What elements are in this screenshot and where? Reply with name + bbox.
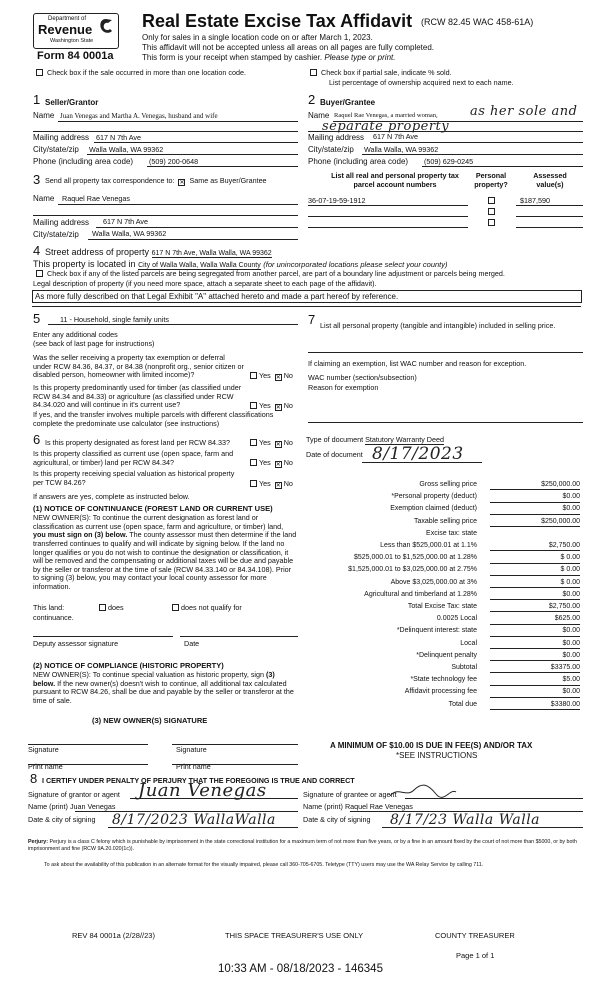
- tax-row: [312, 627, 582, 638]
- availability-notice: To ask about the availability of this publication in an alternate format for the visually impaired, please call 360-705-6705. Teletype (TTY) users may use the WA Relay Service by calling 711.: [44, 862, 484, 868]
- does-not-checkbox[interactable]: [172, 604, 179, 611]
- grantor-name-label: Name (print): [28, 802, 68, 811]
- tax-row-label: Local: [460, 639, 477, 647]
- perjury-text: Perjury is a class C felony which is punishable by imprisonment in the state correctional institution for a maximum term of not more than five years, or by a fine in an amount fixed by the court of not more than $5000, or by both imprisonment and fine (RCW 9A.20.020(1c)).: [28, 839, 577, 852]
- tax-row: [312, 701, 582, 712]
- tax-row-label: *Delinquent penalty: [416, 651, 477, 659]
- owner-print-name-label-2: Print name: [176, 762, 211, 771]
- s6-q2-yes-label: Yes: [259, 458, 271, 467]
- tax-row-value[interactable]: $ 0.00: [490, 554, 580, 563]
- parcel-col-personal: Personal property?: [474, 171, 508, 189]
- tax-row-label: Less than $525,000.01 at 1.1%: [380, 542, 477, 549]
- tax-row-value[interactable]: $0.00: [490, 640, 580, 649]
- correspondence-row: [45, 177, 267, 186]
- grantee-signature-label: Signature of grantee or agent: [303, 790, 397, 799]
- s6-q2-no-checkbox[interactable]: ✕: [275, 462, 281, 468]
- s5-q2-yes-label: Yes: [259, 401, 271, 410]
- notice-2-part-c: If the new owner(s) doesn't wish to continue, all additional tax calculated pursuant to RCW 84.26, shall be due and payable by the seller or transferor at the time of sale.: [33, 678, 294, 705]
- tax-row-value[interactable]: $0.00: [490, 652, 580, 661]
- buyer-mailing-label: Mailing address: [308, 133, 365, 142]
- s6-q3-yes-checkbox[interactable]: [250, 480, 257, 487]
- does-not-label: does not qualify for: [181, 603, 242, 612]
- dor-logo: [33, 13, 119, 49]
- treasurer-space-label: THIS SPACE TREASURER'S USE ONLY: [225, 931, 364, 940]
- legal-description-value: As more fully described on that Legal Exhibit "A" attached hereto and made a part hereof by reference.: [35, 292, 399, 301]
- doc-type-label: Type of document: [306, 435, 364, 444]
- s5-q2-no-checkbox[interactable]: ✕: [275, 405, 281, 411]
- s6-q3-no-checkbox[interactable]: ✕: [275, 483, 281, 489]
- seller-phone-value: (509) 200-0648: [149, 157, 199, 166]
- section-6-number: 6: [33, 432, 41, 447]
- parcel-row-1-value: $187,590: [520, 196, 550, 205]
- use-code-value: 11 - Household, single family units: [60, 315, 169, 324]
- s5-q1-yes-checkbox[interactable]: [250, 372, 257, 379]
- street-label: Street address of property: [45, 247, 150, 257]
- buyer-phone-value: (509) 629-0245: [424, 157, 474, 166]
- section-7-text: List all personal property (tangible and intangible) included in selling price.: [320, 321, 556, 330]
- tax-row: [312, 652, 582, 663]
- tax-row-value[interactable]: $ 0.00: [490, 579, 580, 588]
- s6-q1-no-label: No: [283, 438, 293, 447]
- s6-q3-answers: [248, 480, 293, 489]
- minimum-fee-notice: A MINIMUM OF $10.00 IS DUE IN FEE(S) AND/OR TAX: [330, 741, 533, 750]
- s5-q1: Was the seller receiving a property tax exemption or deferral under RCW 84.36, 84.37, or 84.38 (nonprofit org., senior citizen or disabled person, homeowner with limited income)?: [33, 353, 244, 380]
- buyer-name-value: Raquel Rae Venegas, a married woman,: [334, 112, 438, 119]
- multi-location-label: Check box if the sale occurred in more than one location code.: [47, 68, 246, 77]
- corr-city-value: Walla Walla, WA 99362: [92, 229, 167, 238]
- grantor-signature-handwritten: Juan Venegas: [138, 780, 267, 801]
- buyer-heading: Buyer/Grantee: [320, 98, 376, 107]
- header-note-3-text: This form is your receipt when stamped by cashier.: [142, 53, 323, 62]
- tax-row-value[interactable]: $5.00: [490, 676, 580, 685]
- section-1-number: 1: [33, 92, 41, 107]
- tax-row: [312, 591, 582, 602]
- s6-q1-no-checkbox[interactable]: ✕: [275, 442, 281, 448]
- tax-row-label: Subtotal: [451, 664, 477, 671]
- s6-q1-answers: [248, 439, 293, 448]
- seller-phone-label: Phone (including area code): [33, 157, 134, 166]
- s6-q2-answers: [248, 459, 293, 468]
- grantee-name-value: Raquel Rae Venegas: [344, 802, 413, 811]
- partial-sale-checkbox[interactable]: [310, 69, 317, 76]
- logo-sub-text: Washington State: [50, 38, 94, 44]
- additional-codes-label: Enter any additional codes: [33, 330, 118, 339]
- tax-row: [312, 676, 582, 687]
- tax-row-label: Total Excise Tax: state: [407, 603, 477, 610]
- owner-signature-label-2: Signature: [176, 745, 207, 754]
- tax-row-value[interactable]: $0.00: [490, 627, 580, 636]
- corr-mailing-value: 617 N 7th Ave: [103, 217, 149, 226]
- corr-city-label: City/state/zip: [33, 230, 79, 239]
- form-title: Real Estate Excise Tax Affidavit: [142, 11, 413, 31]
- revision-label: REV 84 0001a (2/28//23): [72, 931, 155, 940]
- header-note-3-em: Please type or print.: [324, 53, 396, 62]
- s6-q1-yes-checkbox[interactable]: [250, 439, 257, 446]
- tax-row-label: Excise tax: state: [426, 529, 477, 537]
- buyer-mailing-value: 617 N 7th Ave: [373, 132, 419, 141]
- seller-name-value: Juan Venegas and Martha A. Venegas, husband and wife: [60, 112, 218, 120]
- corr-name-value: Raquel Rae Venegas: [62, 194, 130, 203]
- doc-date-label: Date of document: [306, 450, 363, 459]
- parcel-row-1-personal-checkbox[interactable]: [488, 197, 495, 204]
- tax-row-value[interactable]: $0.00: [490, 591, 580, 600]
- tax-row: [312, 518, 582, 529]
- tax-row-label: Total due: [448, 700, 477, 708]
- tax-row-label: $1,525,000.01 to $3,025,000.00 at 2.75%: [348, 566, 477, 574]
- tax-row: [312, 664, 582, 675]
- tax-row: [312, 530, 582, 541]
- buyer-name-handwritten-2: separate property: [322, 119, 450, 134]
- certify-text: I CERTIFY UNDER PENALTY OF PERJURY THAT THE FOREGOING IS TRUE AND CORRECT: [42, 776, 355, 785]
- grantee-name-label: Name (print): [303, 802, 343, 811]
- legal-description-box: [32, 290, 582, 303]
- s6-q2-yes-checkbox[interactable]: [250, 459, 257, 466]
- seller-name-label: Name: [33, 111, 55, 120]
- tax-row-label: Taxable selling price: [413, 517, 477, 525]
- buyer-city-label: City/state/zip: [308, 145, 354, 154]
- tax-row: [312, 688, 582, 699]
- seller-city-label: City/state/zip: [33, 145, 79, 154]
- does-label: does: [108, 603, 124, 612]
- recording-timestamp: 10:33 AM - 08/18/2023 - 146345: [218, 963, 383, 975]
- see-instructions: *SEE INSTRUCTIONS: [396, 751, 478, 760]
- section-7-number: 7: [308, 312, 316, 327]
- legal-text: Legal description of property (if you need more space, attach a separate sheet to each page of the affidavit).: [33, 279, 377, 288]
- notice-1-title: (1) NOTICE OF CONTINUANCE (FOREST LAND OR CURRENT USE): [33, 504, 273, 513]
- tax-row-value[interactable]: $0.00: [490, 493, 580, 502]
- s6-q3-no-label: No: [283, 479, 293, 488]
- tax-row-label: Gross selling price: [419, 481, 477, 488]
- tax-row-label: 0.0025 Local: [436, 615, 477, 623]
- deputy-signature-label: Deputy assessor signature: [33, 639, 119, 648]
- perjury-label: Perjury:: [28, 839, 49, 845]
- tax-row: [312, 566, 582, 577]
- s5-q1-no-checkbox[interactable]: ✕: [275, 375, 281, 381]
- doc-type-value: Statutory Warranty Deed: [365, 435, 444, 444]
- grantee-date-handwritten: 8/17/23 Walla Walla: [390, 812, 541, 828]
- buyer-name-label: Name: [308, 111, 330, 120]
- list-percentage-note: List percentage of ownership acquired next to each name.: [329, 78, 514, 87]
- section-4-number: 4: [33, 243, 41, 258]
- does-checkbox[interactable]: [99, 604, 106, 611]
- grantor-signature-label: Signature of grantor or agent: [28, 790, 120, 799]
- buyer-city-value: Walla Walla, WA 99362: [364, 145, 439, 154]
- new-owner-signature-heading: (3) NEW OWNER(S) SIGNATURE: [92, 716, 208, 725]
- s5-q2-yes-checkbox[interactable]: [250, 402, 257, 409]
- section-5-number: 5: [33, 311, 41, 326]
- s6-if-yes: If answers are yes, complete as instructed below.: [33, 492, 190, 501]
- tax-row-value[interactable]: $250,000.00: [490, 518, 580, 527]
- tax-row-label: Affidavit processing fee: [404, 688, 477, 696]
- s6-q2: Is this property classified as current use (open space, farm and agricultural, or timber) land per RCW 84.34?: [33, 449, 234, 467]
- tax-row-label: *Personal property (deduct): [391, 493, 477, 501]
- tax-row-value[interactable]: $ 0.00: [490, 566, 580, 575]
- form-number: Form 84 0001a: [37, 50, 114, 62]
- wac-label: WAC number (section/subsection): [308, 373, 417, 382]
- same-as-buyer-checkbox[interactable]: ✕: [179, 180, 185, 186]
- buyer-phone-label: Phone (including area code): [308, 157, 409, 166]
- notice-2-title: (2) NOTICE OF COMPLIANCE (HISTORIC PROPERTY): [33, 661, 224, 670]
- grantor-date-label: Date & city of signing: [28, 815, 96, 824]
- exemption-text: If claiming an exemption, list WAC number and reason for exception.: [308, 359, 527, 368]
- notice-2-part-b: (3) below.: [33, 670, 275, 688]
- section-2-number: 2: [308, 92, 316, 107]
- header-note-3: [142, 53, 395, 63]
- tax-row: [312, 579, 582, 590]
- header-note-2: This affidavit will not be accepted unless all areas on all pages are fully completed.: [142, 43, 435, 52]
- tax-row-value[interactable]: $2,750.00: [490, 603, 580, 612]
- s5-q1-yes-label: Yes: [259, 371, 271, 380]
- s6-q3: Is this property receiving special valuation as historical property per TCW 84.26?: [33, 469, 235, 487]
- corr-mailing-label: Mailing address: [33, 218, 90, 227]
- same-as-buyer-label: Same as Buyer/Grantee: [189, 176, 267, 185]
- tax-row-label: *State technology fee: [410, 676, 477, 684]
- corr-name-label: Name: [33, 194, 55, 203]
- seller-mailing-label: Mailing address: [33, 133, 90, 142]
- section-3-number: 3: [33, 172, 41, 187]
- notice-1-part-c: The county assessor must then determine if the land transferred continues to qualify and will indicate by signing below. If the land no longer qualifies or you do not wish to continue the designation or classification, it will be removed and the compensating or additional taxes will be due and payable by the seller or transferor at the time of sale (RCW 84.33.140 or 84.34.108). Prior to signing (3) below, you may contact your local county assessor for more information.: [33, 530, 297, 592]
- tax-row: [312, 542, 582, 553]
- notice-2-part-a: NEW OWNER(S): To continue special valuation as historic property, sign: [33, 670, 265, 679]
- multi-location-row: [34, 69, 246, 78]
- segregated-row: [34, 270, 594, 279]
- parcel-col-account: List all real and personal property tax parcel account numbers: [331, 171, 459, 189]
- tax-row-value[interactable]: $0.00: [490, 688, 580, 697]
- form-citation: (RCW 82.45 WAC 458-61A): [421, 17, 534, 27]
- parcel-row-1-account: 36-07-19-59-1912: [308, 196, 366, 205]
- parcel-row-3-personal-checkbox[interactable]: [488, 219, 495, 226]
- tax-row-value[interactable]: $0.00: [490, 505, 580, 514]
- partial-sale-row: [308, 69, 452, 78]
- s6-q3-yes-label: Yes: [259, 479, 271, 488]
- segregated-checkbox[interactable]: [36, 270, 43, 277]
- grantor-date-handwritten: 8/17/2023 WallaWalla: [112, 812, 276, 828]
- s6-q2-no-label: No: [283, 458, 293, 467]
- tax-row-value[interactable]: $250,000.00: [490, 481, 580, 490]
- s5-q2-no-label: No: [283, 401, 293, 410]
- seller-city-value: Walla Walla, WA 99362: [89, 145, 164, 154]
- tax-row-value[interactable]: $2,750.00: [490, 542, 580, 551]
- tax-row-label: Agricultural and timberland at 1.28%: [364, 590, 477, 598]
- located-label: This property is located in: [33, 259, 136, 269]
- does-not-row: [170, 604, 242, 613]
- reason-label: Reason for exemption: [308, 383, 379, 392]
- grantee-date-label: Date & city of signing: [303, 815, 371, 824]
- tax-row: [312, 615, 582, 626]
- notice-1-body: [33, 514, 297, 592]
- additional-codes-note: (see back of last page for instructions): [33, 339, 155, 348]
- s5-q1-no-label: No: [283, 371, 293, 380]
- tax-row-label: $525,000.01 to $1,525,000.00 at 1.28%: [354, 554, 477, 562]
- buyer-name-handwritten-1: as her sole and: [470, 104, 578, 119]
- seller-heading: Seller/Grantor: [45, 98, 99, 107]
- tax-row-value[interactable]: $3380.00: [490, 701, 580, 710]
- located-value: City of Walla Walla, Walla Walla County: [138, 262, 261, 269]
- tax-row: [312, 481, 582, 492]
- parcel-col-assessed: Assessed value(s): [533, 171, 567, 189]
- perjury-notice: [28, 839, 584, 852]
- seller-mailing-value: 617 N 7th Ave: [96, 133, 142, 142]
- parcel-row-2-personal-checkbox[interactable]: [488, 208, 495, 215]
- section-8-number: 8: [30, 771, 38, 786]
- street-value: 617 N 7th Ave, Walla Walla, WA 99362: [151, 250, 272, 257]
- correspondence-text: Send all property tax correspondence to:: [45, 176, 175, 185]
- tax-row-value[interactable]: $3375.00: [490, 664, 580, 673]
- s6-q1: Is this property designated as forest land per RCW 84.33?: [45, 438, 230, 447]
- owner-signature-label-1: Signature: [28, 745, 59, 754]
- s5-q1-answers: [248, 372, 293, 381]
- s5-q2: Is this property predominantly used for timber (as classified under RCW 84.34 and 84.33) or agriculture (as classified under RCW 84.34.020 and will continue in it's current use?: [33, 383, 242, 410]
- tax-row: [312, 505, 582, 516]
- header-note-1: Only for sales in a single location code on or after March 1, 2023.: [142, 33, 373, 42]
- tax-row-label: Above $3,025,000.00 at 3%: [390, 578, 477, 586]
- notice-1-part-b: you must sign on (3) below.: [33, 530, 128, 540]
- continuance-label: continuance.: [33, 613, 74, 622]
- s5-q3: If yes, and the transfer involves multiple parcels with different classifications complete the predominate use calculator (see instructions): [33, 410, 274, 428]
- tax-row: [312, 554, 582, 565]
- notice-1-part-a: NEW OWNER(S): To continue the current designation as forest land or classification as current use (open space, farm and agriculture, or timber) land,: [33, 513, 284, 531]
- page-number: Page 1 of 1: [456, 951, 495, 960]
- this-land-label: This land:: [33, 603, 65, 612]
- doc-date-handwritten: 8/17/2023: [372, 444, 464, 464]
- located-note: (for unincorporated locations please select your county): [263, 260, 448, 269]
- s6-q1-yes-label: Yes: [259, 438, 271, 447]
- county-treasurer-label: COUNTY TREASURER: [435, 931, 515, 940]
- deputy-date-label: Date: [184, 639, 200, 648]
- logo-main-text: Revenue: [38, 22, 93, 37]
- does-row: [97, 604, 124, 613]
- tax-row: [312, 603, 582, 614]
- segregated-text: Check box if any of the listed parcels are being segregated from another parcel, are part of a boundary line adjustment or parcels being merged.: [47, 269, 505, 278]
- grantor-name-value: Juan Venegas: [69, 802, 116, 811]
- street-row: [45, 247, 272, 258]
- logo-swirl-icon: [98, 18, 114, 36]
- multi-location-checkbox[interactable]: [36, 69, 43, 76]
- partial-sale-label: Check box if partial sale, indicate % sold.: [321, 68, 452, 77]
- tax-row-label: *Delinquent interest: state: [396, 627, 477, 635]
- tax-row: [312, 493, 582, 504]
- tax-row-value[interactable]: $625.00: [490, 615, 580, 624]
- tax-row: [312, 640, 582, 651]
- notice-2-body: [33, 671, 297, 706]
- owner-print-name-label-1: Print name: [28, 762, 63, 771]
- logo-top-text: Department of: [48, 16, 87, 22]
- tax-row-label: Exemption claimed (deduct): [390, 505, 477, 513]
